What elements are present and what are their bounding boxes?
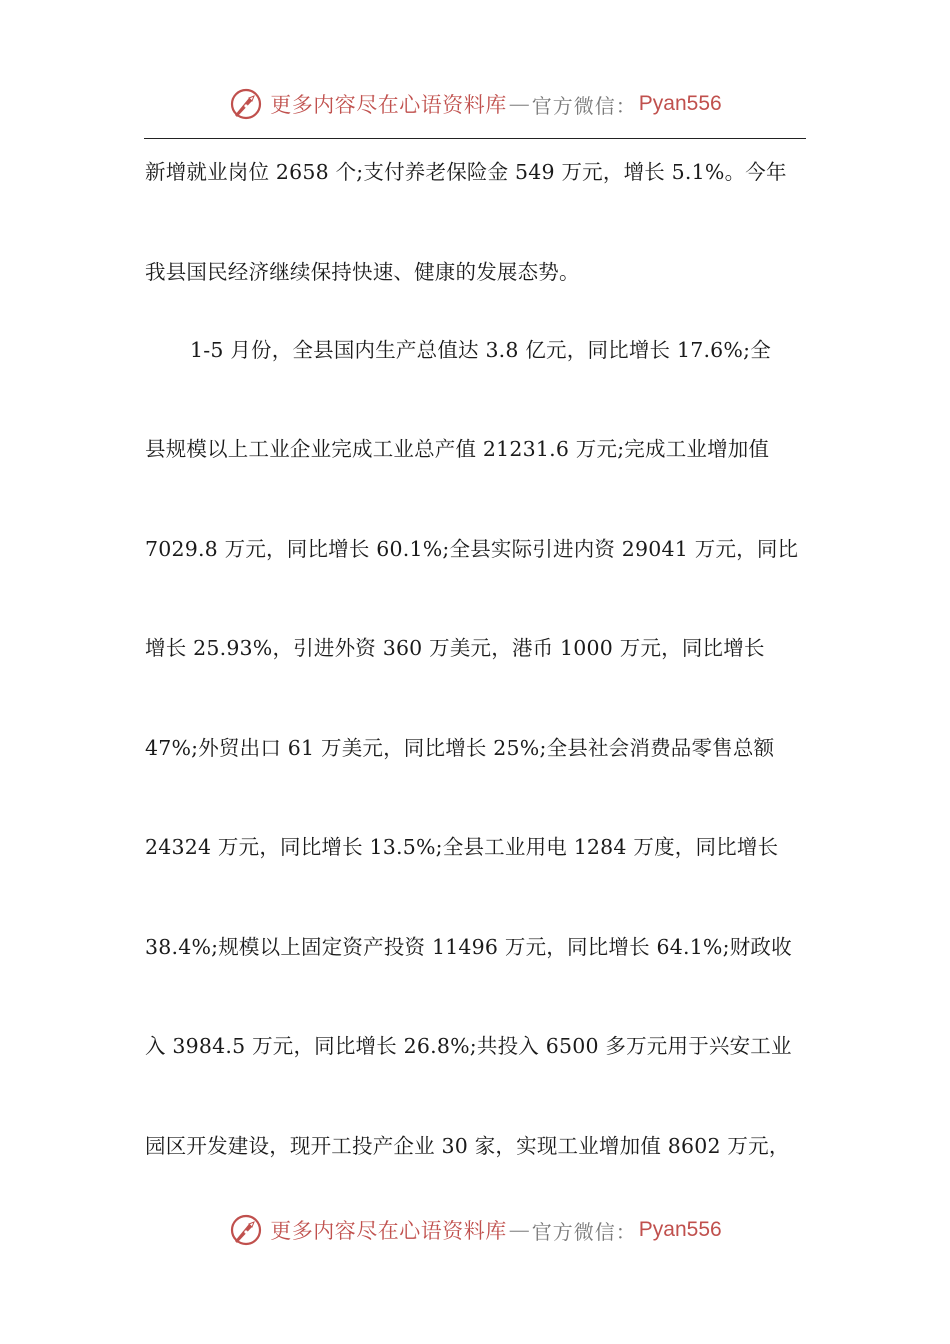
pen-nib-circle-icon (228, 1212, 264, 1248)
body-line-1: 新增就业岗位 2658 个;支付养老保险金 549 万元，增长 5.1%。今年 (145, 160, 787, 184)
header-brand-text: 更多内容尽在心语资料库 (270, 93, 507, 117)
body-line-7: 47%;外贸出口 61 万美元，同比增长 25%;全县社会消费品零售总额 (145, 736, 775, 760)
body-line-4: 县规模以上工业企业完成工业总产值 21231.6 万元;完成工业增加值 (145, 437, 770, 461)
body-line-9: 38.4%;规模以上固定资产投资 11496 万元，同比增长 64.1%;财政收 (145, 935, 792, 959)
footer-banner (0, 1208, 950, 1252)
pen-nib-circle-icon (228, 86, 264, 122)
footer-wechat-handle: Pyan556 (638, 1218, 722, 1241)
body-line-6: 增长 25.93%，引进外资 360 万美元，港币 1000 万元，同比增长 (145, 636, 765, 660)
body-line-11: 园区开发建设，现开工投产企业 30 家，实现工业增加值 8602 万元， (145, 1134, 790, 1158)
body-line-3: 1-5 月份，全县国内生产总值达 3.8 亿元，同比增长 17.6%;全 (190, 338, 771, 362)
header-divider (144, 138, 806, 139)
body-line-10: 入 3984.5 万元，同比增长 26.8%;共投入 6500 多万元用于兴安工业 (145, 1034, 792, 1058)
footer-official-label: 官方微信： (531, 1219, 637, 1244)
footer-dash: — (508, 1218, 530, 1242)
header-wechat-handle: Pyan556 (638, 92, 722, 115)
body-line-5: 7029.8 万元，同比增长 60.1%;全县实际引进内资 29041 万元，同比 (145, 537, 799, 561)
header-official-label: 官方微信： (531, 93, 637, 118)
header-dash: — (508, 92, 530, 116)
body-line-8: 24324 万元，同比增长 13.5%;全县工业用电 1284 万度，同比增长 (145, 835, 779, 859)
footer-brand-text: 更多内容尽在心语资料库 (270, 1219, 507, 1243)
header-banner (0, 82, 950, 126)
body-line-2: 我县国民经济继续保持快速、健康的发展态势。 (145, 260, 580, 284)
